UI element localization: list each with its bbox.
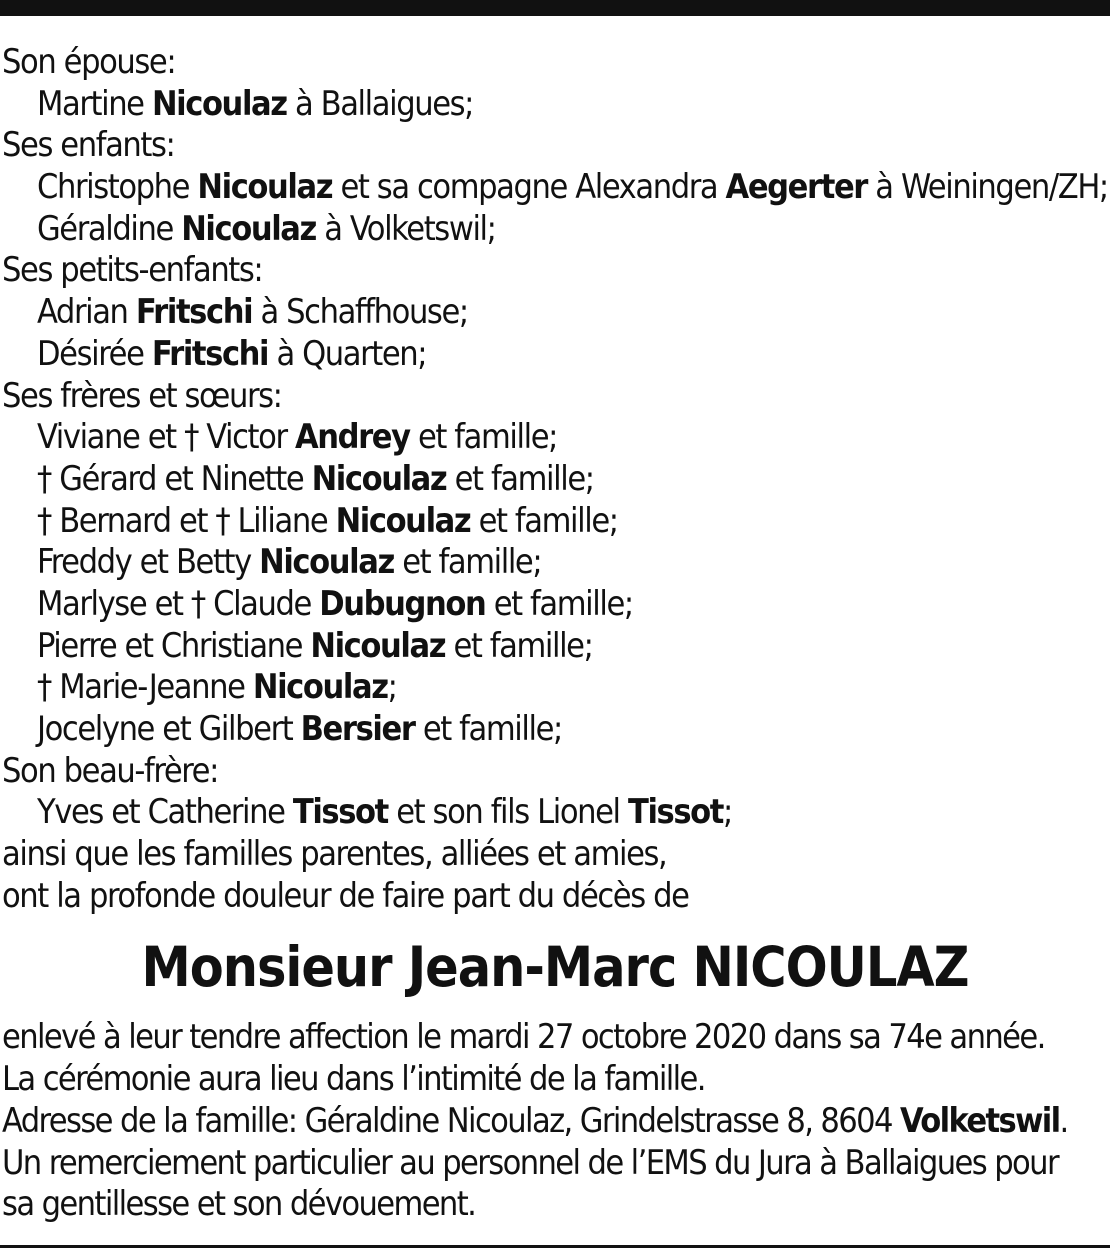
brother-in-law-heading: Son beau-frère: (2, 750, 219, 791)
surname: Tissot (292, 792, 388, 833)
address-line: Adresse de la famille: Géraldine Nicoulaz, Grindelstrasse 8, 8604 Volketswil. (2, 1100, 1068, 1141)
sibling-entry: † Bernard et † Liliane Nicoulaz et famille; (37, 500, 618, 541)
bottom-rule (0, 1245, 1110, 1248)
surname: Dubugnon (319, 583, 486, 624)
child-entry: Christophe Nicoulaz et sa compagne Alexandra Aegerter à Weiningen/ZH; (37, 167, 1108, 208)
surname: Nicoulaz (252, 667, 388, 708)
surname: Nicoulaz (310, 625, 446, 666)
surname: Nicoulaz (259, 542, 394, 583)
grandchild-entry: Désirée Fritschi à Quarten; (37, 333, 427, 374)
closing-line: ainsi que les familles parentes, alliées et amies, (2, 834, 667, 875)
surname: Aegerter (725, 167, 867, 208)
obituary-notice (2, 42, 1108, 1226)
sibling-entry: Pierre et Christiane Nicoulaz et famille; (37, 625, 593, 666)
siblings-heading: Ses frères et sœurs: (2, 375, 282, 416)
sibling-entry: Viviane et † Victor Andrey et famille; (37, 417, 558, 458)
surname: Nicoulaz (151, 83, 287, 124)
ceremony-line: La cérémonie aura lieu dans l’intimité de la famille. (2, 1059, 705, 1100)
sibling-entry: Jocelyne et Gilbert Bersier et famille; (37, 709, 562, 749)
surname: Nicoulaz (181, 208, 316, 249)
child-entry: Géraldine Nicoulaz à Volketswil; (37, 208, 496, 249)
surname: Nicoulaz (335, 500, 471, 541)
surname: Tissot (627, 792, 723, 833)
brother-in-law-entry: Yves et Catherine Tissot et son fils Lionel Tissot; (37, 792, 732, 833)
closing-line: ont la profonde douleur de faire part du décès de (2, 875, 689, 916)
spouse-heading: Son épouse: (2, 42, 176, 82)
passing-line: enlevé à leur tendre affection le mardi 27 octobre 2020 dans sa 74e année. (2, 1017, 1045, 1058)
notice-details (2, 1017, 1108, 1225)
top-rule (0, 0, 1110, 16)
thanks-line: Un remerciement particulier au personnel de l’EMS du Jura à Ballaigues pour (2, 1142, 1058, 1183)
spouse-entry: Martine Nicoulaz à Ballaigues; (37, 83, 474, 124)
children-heading: Ses enfants: (2, 125, 175, 166)
grandchild-entry: Adrian Fritschi à Schaffhouse; (37, 292, 468, 333)
surname: Fritschi (151, 333, 269, 374)
sibling-entry: Freddy et Betty Nicoulaz et famille; (37, 542, 542, 583)
sibling-entry: Marlyse et † Claude Dubugnon et famille; (37, 583, 633, 624)
thanks-line: sa gentillesse et son dévouement. (2, 1184, 476, 1225)
surname: Fritschi (135, 292, 253, 333)
deceased-name: Monsieur Jean-Marc NICOULAZ (141, 935, 969, 1000)
surname: Andrey (294, 417, 410, 458)
surname: Bersier (300, 709, 415, 749)
grandchildren-heading: Ses petits-enfants: (2, 250, 263, 291)
surname: Nicoulaz (197, 167, 333, 208)
sibling-entry: † Gérard et Ninette Nicoulaz et famille; (37, 458, 594, 499)
sibling-entry: † Marie-Jeanne Nicoulaz; (37, 667, 397, 708)
address-city: Volketswil (899, 1100, 1060, 1141)
surname: Nicoulaz (311, 458, 447, 499)
